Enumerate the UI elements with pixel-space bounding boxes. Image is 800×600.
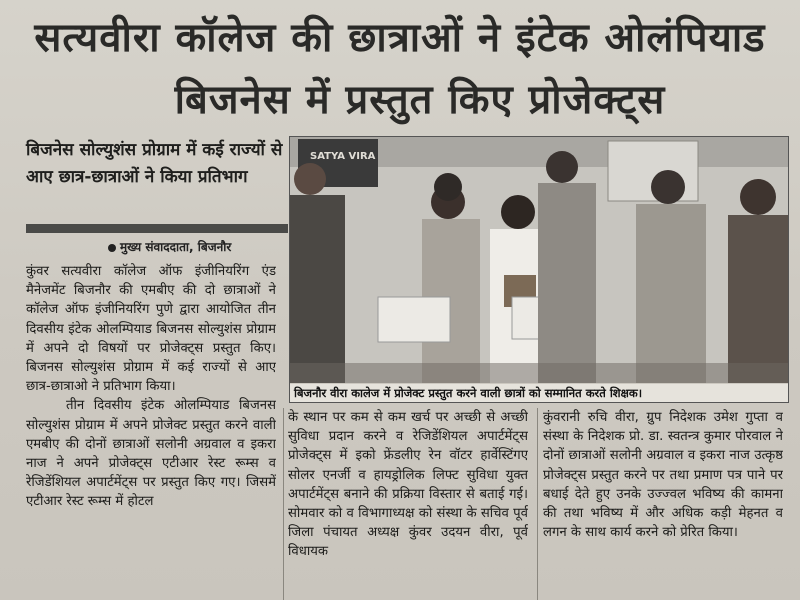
article-paragraph-2: तीन दिवसीय इंटेक ओलम्पियाड बिजनस सोल्युशंस प्रोग्राम में अपने प्रोजेक्ट प्रस्तुत करने वाली एमबीए की दोनों छात्राओं सलोनी अग्रवाल व इकरा नाज ने अपने प्रोजेक्ट्स एटीआर रेस्ट रूम्स व रेजिडेंशियल अपार्टमेंट्स पर प्रस्तुत किए गए। जिसमें एटीआर रेस्ट रूम्स में होटल bbox=[26, 398, 276, 510]
bullet-icon bbox=[108, 244, 116, 252]
group-photo-illustration bbox=[290, 137, 788, 383]
article-column-1 bbox=[26, 262, 276, 600]
article-column-3-text: कुंवरानी रुचि वीरा, ग्रुप निदेशक उमेश गुप्ता व संस्था के निदेशक प्रो. डा. स्वतन्त्र कुमार पोरवाल ने दोनों छात्राओं सलोनी अग्रवाल व इकरा नाज उत्कृष्ठ प्रोजेक्ट्स प्रस्तुत करने पर तथा प्रमाण पत्र पाने पर बधाई देते हुए उनके उज्ज्वल भविष्य की कामना की तथा भविष्य में और अधिक कड़ी मेहनत व लगन के साथ कार्य करने को प्रेरित किया। bbox=[543, 410, 783, 541]
article-column-3 bbox=[543, 408, 783, 600]
byline bbox=[108, 238, 231, 255]
subheadline-rule bbox=[26, 224, 288, 233]
headline-line-1: सत्यवीरा कॉलेज की छात्राओं ने इंटेक ओलंपियाड bbox=[34, 15, 766, 61]
article-column-2 bbox=[288, 408, 528, 600]
news-photo bbox=[290, 137, 788, 383]
photo-caption: बिजनौर वीरा कालेज में प्रोजेक्ट प्रस्तुत करने वाली छात्रों को सम्मानित करते शिक्षक। bbox=[290, 384, 788, 402]
headline-line-2: बिजनेस में प्रस्तुत किए प्रोजेक्ट्स bbox=[174, 77, 666, 123]
column-divider-2 bbox=[537, 408, 538, 600]
banner-text: SATYA VIRA bbox=[310, 151, 376, 162]
article-column-2-text: के स्थान पर कम से कम खर्च पर अच्छी से अच्छी सुविधा प्रदान करने व रेजिडेंशियल अपार्टमेंट्स प्रोजेक्ट्स में इको फ्रेंडलीए रेन वॉटर हार्वेस्टिंगए सोलर एनर्जी व हायड्रोलिक लिफ्ट सुविधा युक्त अपार्टमेंट्स बनाने की प्रक्रिया विस्तार से बताई गई। सोमवार को व विभागाध्यक्ष को संस्था के सचिव पूर्व जिला पंचायत अध्यक्ष कुंवर उदयन वीरा, पूर्व विधायक bbox=[288, 410, 528, 560]
article-paragraph-1: कुंवर सत्यवीरा कॉलेज ऑफ इंजीनियरिंग एंड मैनेजमेंट बिजनौर की एमबीए की दो छात्राओं ने कॉलेज ऑफ इंजीनियरिंग पुणे द्वारा आयोजित तीन दिवसीय इंटेक ओलम्पियाड बिजनस सोल्युशंस प्रोग्राम में अपने दो विषयों पर प्रोजेक्ट्स प्रस्तुत किए। बिजनस सोल्युशंस प्रोग्राम में कई राज्यों से आए छात्र-छात्राओ ने प्रतिभाग किया। bbox=[26, 264, 276, 395]
byline-text: मुख्य संवाददाता, बिजनौर bbox=[120, 240, 232, 254]
subheadline: बिजनेस सोल्युशंस प्रोग्राम में कई राज्यों से आए छात्र-छात्राओं ने किया प्रतिभाग bbox=[26, 140, 283, 187]
column-divider-1 bbox=[283, 408, 284, 600]
